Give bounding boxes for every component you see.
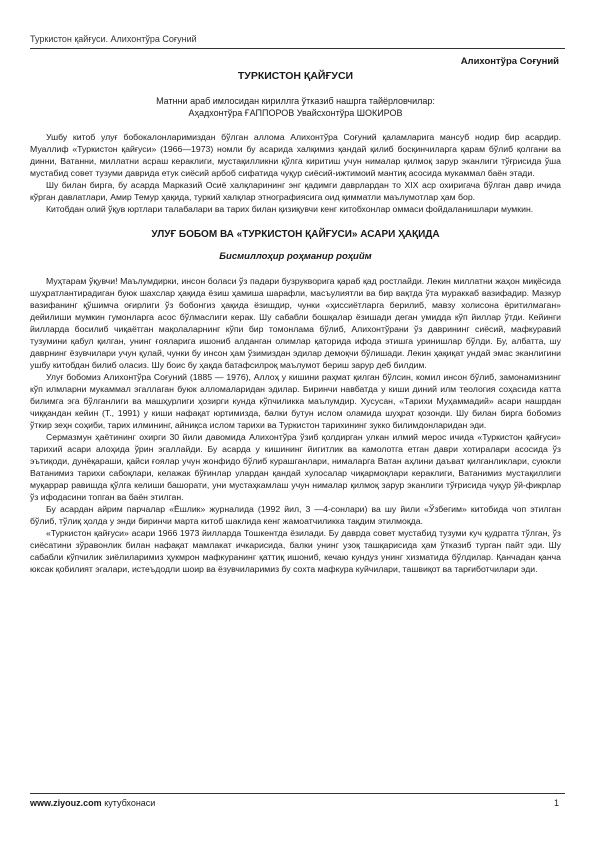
body-paragraph: Улуғ бобомиз Алихонтўра Соғуний (1885 — 1976), Аллоҳ у кишини раҳмат қилган бўлсин, комил инсон бўлиб, замонамизнинг кўп илмларни мукаммал эгаллаган буюк алломаларидан эдилар. Биринчи навбатда у киши диний илм теология соҳасида катта билимга эга бўлганлиги ва машҳурлиги ҳозирги кунда кўпчиликка маълумдир. Хусусан, «Тарихи Муҳаммадий» асари нашрдан чиққандан кейин (Т., 1991) у киши нафақат юртимизда, балки бутун ислом оламида шуҳрат қозонди. Шу билан бирга бобомиз ўткир зеҳн соҳиби, тарих илмининг, айниқса ислом тарихи ва Туркистон тарихининг зукко билимдонларидан эди. [30, 372, 561, 430]
body-paragraph: Бу асардан айрим парчалар «Ёшлик» журналида (1992 йил, 3 —4-сонлари) ва шу йили «Ўзбегим» китобида чоп этилган бўлиб, тўлиқ ҳолда у энди биринчи марта китоб шаклида кенг жамоатчиликка тақдим этилмоқда. [30, 504, 561, 526]
footer-site-link[interactable]: www.ziyouz.com [30, 798, 102, 808]
document-body [30, 70, 561, 575]
section-title: УЛУҒ БОБОМ ВА «ТУРКИСТОН ҚАЙҒУСИ» АСАРИ ҲАҚИДА [151, 229, 440, 240]
body-paragraph: Сермазмун ҳаётининг охирги 30 йили давомида Алихонтўра ўзиб қолдирган улкан илмий мерос ичида «Туркистон қайғуси» тарихий асари алоҳида ўрин эгаллайди. Бу асарда у кишининг йигитлик ва камолотга етган даври хотиралари асосида ўз эътиқоди, дунёқараши, қайси ғоялар учун жонфидо бўлиб курашганлари, нималарга Ватан аҳлини даъват қилганликлари, суюкли Ватанимиз тарихи сабоқлари, келажак бўғинлар улардан қандай хулосалар чиқармоқлари кераклиги, Ватанимиз мустақиллиги муқаррар равишда қўлга келиши башорати, уни мустаҳкамлаш учун нималар қилмоқ зарур эканлиги тўғрисида чуқур ўй-фикрлар ўз ифодасини топган ва баён этилган. [30, 432, 561, 502]
editors-block [30, 95, 561, 119]
page-footer [30, 798, 559, 808]
running-header: Туркистон қайғуси. Алихонтўра Соғуний [30, 34, 197, 44]
header-divider [30, 48, 565, 49]
author-name: Алихонтўра Соғуний [460, 56, 559, 67]
basmala: Бисмиллоҳир роҳманир роҳийм [219, 251, 372, 262]
body-paragraph: «Туркистон қайғуси» асари 1966 1973 йилларда Тошкентда ёзилади. Бу даврда совет мустабид тузуми куч қудратга тўлган, ўз сиёсатини зўравонлик билан нафақат мамлакат ичкарисида, балки унинг узоқ ташқарисида ҳам ўтказиб турган пайт эди. Шу сабабли кўпчилик зиёлиларимиз ҳукмрон мафкуранинг қаттиқ ишониб, кечаю кундуз унинг хизматида бўлдилар. Қанчадан қанча юксак қобилият эгалари, истеъдодли шоир ва ёзувчиларимиз бу сохта мафкура куйчилари, ташвиқот ва тарғиботчилари эди. [30, 528, 561, 574]
intro-paragraph: Ушбу китоб улуғ бобокалонларимиздан бўлган аллома Алихонтўра Соғуний қаламларига мансуб нодир бир асардир. Муаллиф «Туркистон қайғуси» (1966—1973) номли бу асарида халқимиз қандай қилиб босқинчиларга қарам бўлиб қолгани ва динни, Ватанни, миллатни асраш кераклиги, мустақилликни қўлга киритиш учун нималар қилмоқ зарур эканлиги тўғрисида ўша мустабид совет тузуми даврида етук сиёсий арбоб сифатида чуқур сиёсий-ижтимоий мантиқ асосида мукаммал баён этади. [30, 132, 561, 178]
editors-caption: Матнни араб имлосидан кириллга ўтказиб нашрга тайёрловчилар: [156, 96, 435, 106]
footer-library-label: кутубхонаси [104, 798, 156, 808]
intro-paragraph: Китобдан олий ўқув юртлари талабалари ва тарих билан қизиқувчи кенг китобхонлар оммаси фойдаланишлари мумкин. [46, 204, 534, 214]
intro-paragraph: Шу билан бирга, бу асарда Марказий Осиё халқларининг энг қадимги даврлардан то XIX аср охиригача бўлган давр ичида кўрган давлатлари, Амир Темур ҳақида, туркий халқлар этнографиясига оид қимматли маълумотлар ҳам бор. [30, 180, 561, 202]
editors-names: Аҳадхонтўра ҒАППОРОВ Увайсхонтўра ШОКИРОВ [188, 108, 403, 118]
body-paragraph: Муҳтарам ўқувчи! Маълумдирки, инсон боласи ўз падари бузрукворига қараб қад ростлайди. Лекин миллатни жаҳон миқёсида шуҳратлантирадиган буюк шахслар ҳақида ёзиш ҳамиша шарафли, масъулиятли ва бир вақтда ўта мураккаб вазифадир. Мазкур вазифанинг қўшимча оғирлиги ўз бобонгиз ҳақида ёзишдир, чунки «ҳиссиётларга берилиб, мавзу холисона ёритилмаган» дейилиши мумкин гумонларга асос бўлмаслиги керак. Шу сабабли бошқалар ёзишади деган умидда кўп йиллар ўтди. Кейинги йилларда босилиб чиқаётган мақолаларнинг кўпи бир томонлама бўлиб, Алихонтўрани ўз даврининг сиёсий, мафкуравий тузумини қабул қилган, унинг ғояларига ишониб алданган олимлар қаторида ифода этишга уринишлар бўлди. Бу, албатта, шу даврнинг ёзувчилари учун қулай, чунки бу инсон ҳам ўзимиздан эдилар демоқчи бўлишади. Лекин ҳақиқат ундай эмас эканлигини ушбу китобдан билиб оласиз. Шу боис бу ҳақда батафсилроқ маълумот бериш зарур деб билдим. [30, 276, 561, 370]
footer-source [30, 798, 155, 808]
footer-divider [30, 793, 565, 794]
document-title: ТУРКИСТОН ҚАЙҒУСИ [237, 70, 354, 82]
page-number: 1 [553, 798, 559, 808]
